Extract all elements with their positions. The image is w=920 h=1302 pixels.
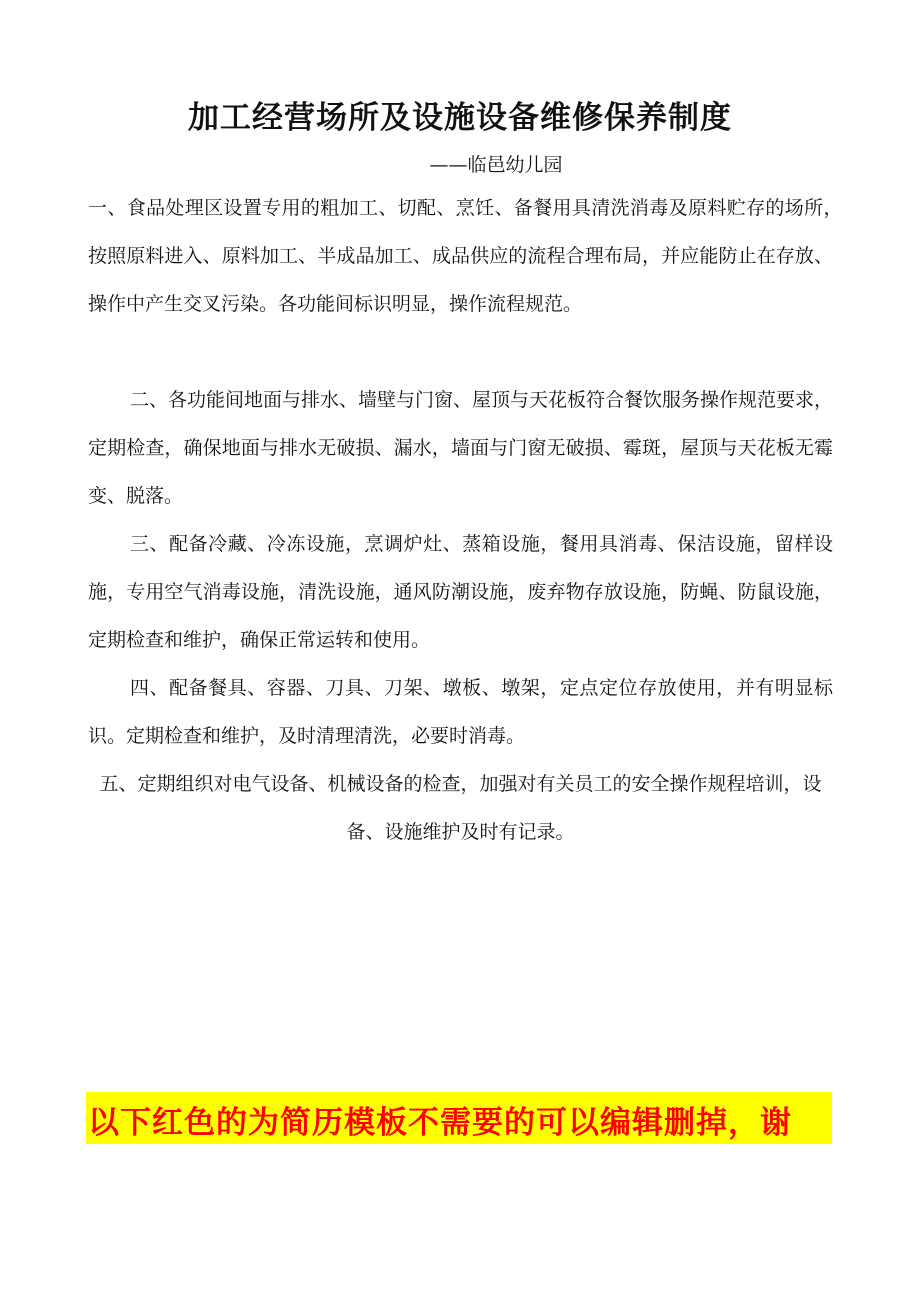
paragraph-2: 二、各功能间地面与排水、墙壁与门窗、屋顶与天花板符合餐饮服务操作规范要求，定期检查，确保地面与排水无破损、漏水，墙面与门窗无破损、霉斑，屋顶与天花板无霉变、脱落。 (88, 389, 834, 507)
paragraph-1: 一、食品处理区设置专用的粗加工、切配、烹饪、备餐用具清洗消毒及原料贮存的场所， 按照原料进入、原料加工、半成品加工、成品供应的流程合理布局，并应能防止在存放、操作中产生交叉污染。各功能间标识明显，操作流程规范。 (88, 197, 853, 315)
document-subtitle: ——临邑幼儿园 (429, 154, 563, 176)
notice-highlight-bar (86, 1092, 832, 1144)
paragraph-3: 三、配备冷藏、冷冻设施，烹调炉灶、蒸箱设施，餐用具消毒、保洁设施，留样设施，专用空气消毒设施，清洗设施，通风防潮设施，废弃物存放设施，防蝇、防鼠设施，定期检查和维护，确保正常运转和使用。 (88, 533, 833, 651)
notice-text: 以下红色的为简历模板不需要的可以编辑删掉，谢 (88, 1105, 792, 1141)
document-title: 加工经营场所及设施设备维修保养制度 (188, 100, 732, 136)
paragraph-4: 四、配备餐具、容器、刀具、刀架、墩板、墩架，定点定位存放使用，并有明显标识。定期检查和维护，及时清理清洗，必要时消毒。 (88, 677, 833, 747)
paragraph-5: 五、定期组织对电气设备、机械设备的检查，加强对有关员工的安全操作规程培训，设备、设施维护及时有记录。 (99, 773, 822, 843)
